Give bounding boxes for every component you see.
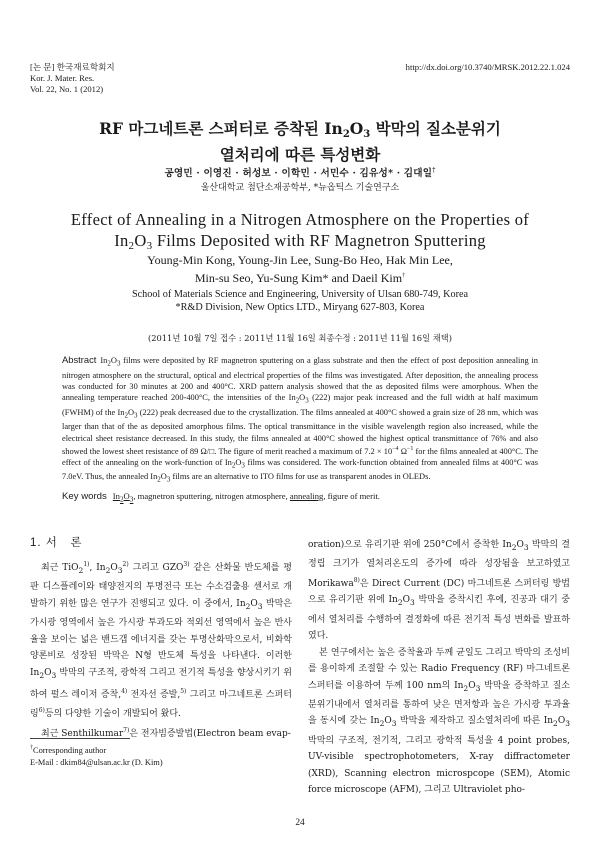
journal-name-en: Kor. J. Mater. Res. xyxy=(30,73,95,83)
received-dates: (2011년 10월 7일 접수 : 2011년 11월 16일 최종수정 : 2011년 11월 16일 채택) xyxy=(147,333,452,343)
abstract: Abstract $In_2O_3$ films were deposited by RF magnetron sputtering on a glass substrate and then the effect of post deposition annealing in nitrogen atmosphere on the structural, optical and electrical properties of the films was investigated. After deposition, the annealing process was conducted for 30 minutes at 200 and 400°C. XRD pattern analysis showed that the as deposited films were amorphous. When the annealing temperature reached 200-400°C, the intensities of the $In_2O_3$ (222) major peak increased and the full width at half maximum (FWHM) of the $In_2O_3$ (222) peak decreased due to the crystallization. The films annealed at 400°C showed a grain size of 28 nm, which was larger than that of the as deposited amorphous films. The optical transmittance in the visible wavelength region also increased, while the electrical sheet resistance decreased. In this study, the films annealed at 400°C showed the highest optical transmittance of 76% and also showed the lowest sheet resistance of 89 Ω/□. The figure of merit reached a maximum of $7.2 \times 10^{-4}$ $\Omega^{-1}$ for the films annealed at 400°C. The effect of the annealing on the work-function of $In_2O_3$ films was considered. The work-function obtained from annealed films at 400°C was 7.0eV. Thus, the annealed $In_2O_3$ films are an alternative to ITO films for use as transparent anodes in OLEDs. xyxy=(62,354,539,484)
journal-name-kr: [논 문] 한국재료학회지 xyxy=(30,62,115,72)
paragraph: 최근 TiO$_2^{1)}$, $In_2O_3^{2)}$ 그리고 GZO$^{3)}$ 같은 산화물 반도체를 평판 디스플레이와 태양전지의 투명전극 또는 수소검출용 센서로 개발하기 위한 많은 연구가 진행되고 있다. 이 중에서, $In_2O_3$ 박막은 가시광 영역에서 높은 가시광 투과도와 적외선 영역에서 높은 반사율을 보이는 넓은 밴드갭 에너지를 갖는 투명산화막으로서, 비화학양론비로 성장된 박막은 N형 반도체 특성을 나타낸다. 이러한 $In_2O_3$ 박막의 구조적, 광학적 그리고 전기적 특성을 향상시키기 위하여 펄스 레이저 증착,$^{4)}$ 전자선 증발,$^{5)}$ 그리고 마그네트론 스퍼터링$^{6)}$등의 다양한 기술이 개발되어 왔다. xyxy=(30,561,293,720)
korean-title: RF 마그네트론 스퍼터로 증착된 $In_2O_3$ 박막의 질소분위기 열처리에 따른 특성변화 xyxy=(99,119,501,164)
section-heading-introduction: 1. 서 론 xyxy=(30,537,83,549)
footnote: †Corresponding author E-Mail : dkim84@ulsan.ac.kr (D. Kim) xyxy=(30,745,163,767)
journal-header xyxy=(30,62,115,95)
page-number: 24 xyxy=(295,818,305,828)
english-affiliation: School of Materials Science and Engineering, University of Ulsan 680-749, Korea *R&D Division, New Optics LTD., Miryang 627-803, Korea xyxy=(131,289,469,313)
corresponding-email: E-Mail : dkim84@ulsan.ac.kr (D. Kim) xyxy=(30,757,163,767)
abstract-label: Abstract xyxy=(62,354,97,365)
paragraph: 본 연구에서는 높은 증착율과 두께 균일도 그리고 박막의 조성비를 용이하게 조절할 수 있는 Radio Frequency (RF) 마그네트론 스퍼터를 이용하여 두께 100 nm의 $In_2O_3$ 박막을 증착하고 질소분위기내에서 열처리를 통하여 낮은 면저항과 높은 가시광 투과율을 동시에 갖는 $In_2O_3$ 박막을 제작하고 질소열처리에 따른 $In_2O_3$ 박막의 구조적, 전기적, 그리고 광학적 특성을 4 point probes, UV-visible spectrophotometers, X-ray diffractometer (XRD), Scanning electron microspcope (SEM), Atomic force microscope (AFM), 그리고 Ultraviolet pho- xyxy=(308,647,570,796)
body-column-right xyxy=(308,537,570,799)
body-column-left xyxy=(30,557,292,742)
korean-affiliation: 울산대학교 첨단소재공학부, *뉴옵틱스 기술연구소 xyxy=(200,183,400,193)
keywords-label: Key words xyxy=(62,491,107,502)
english-title: Effect of Annealing in a Nitrogen Atmosphere on the Properties of $In_2O_3$ Films Deposited with RF Magnetron Sputtering xyxy=(70,210,530,252)
doi-link[interactable]: http://dx.doi.org/10.3740/MRSK.2012.22.1.024 xyxy=(405,62,570,72)
english-authors: Young-Min Kong, Young-Jin Lee, Sung-Bo Heo, Hak Min Lee, Min-su Seo, Yu-Sung Kim* and Daeil Kim† xyxy=(147,253,453,285)
journal-volume: Vol. 22, No. 1 (2012) xyxy=(30,84,104,94)
keywords: Key words $In_2O_3$, magnetron sputtering, nitrogen atmosphere, annealing, figure of merit. xyxy=(62,491,380,504)
korean-authors: 공영민 · 이영진 · 허성보 · 이학민 · 서민수 · 김유성* · 김대일† xyxy=(164,166,436,179)
paragraph: 최근 Senthilkumar$^{7)}$은 전자빔증발법(Electron beam evap- xyxy=(41,726,291,739)
footnote-divider xyxy=(30,738,130,739)
paragraph: oration)으로 유리기판 위에 250°C에서 증착한 $In_2O_3$ 박막의 결정립 크기가 열처리온도의 증가에 따라 성장됨을 보고하였고 Morikawa$^{8)}$은 Direct Current (DC) 마그네트론 스퍼터링 방법으로 유리기판 위에 $In_2O_3$ 박막을 증착시킨 후에, 진공과 대기 중에서 열처리를 수행하여 결정화에 따른 전기적 특성 변화를 발표하였다. xyxy=(308,540,570,642)
